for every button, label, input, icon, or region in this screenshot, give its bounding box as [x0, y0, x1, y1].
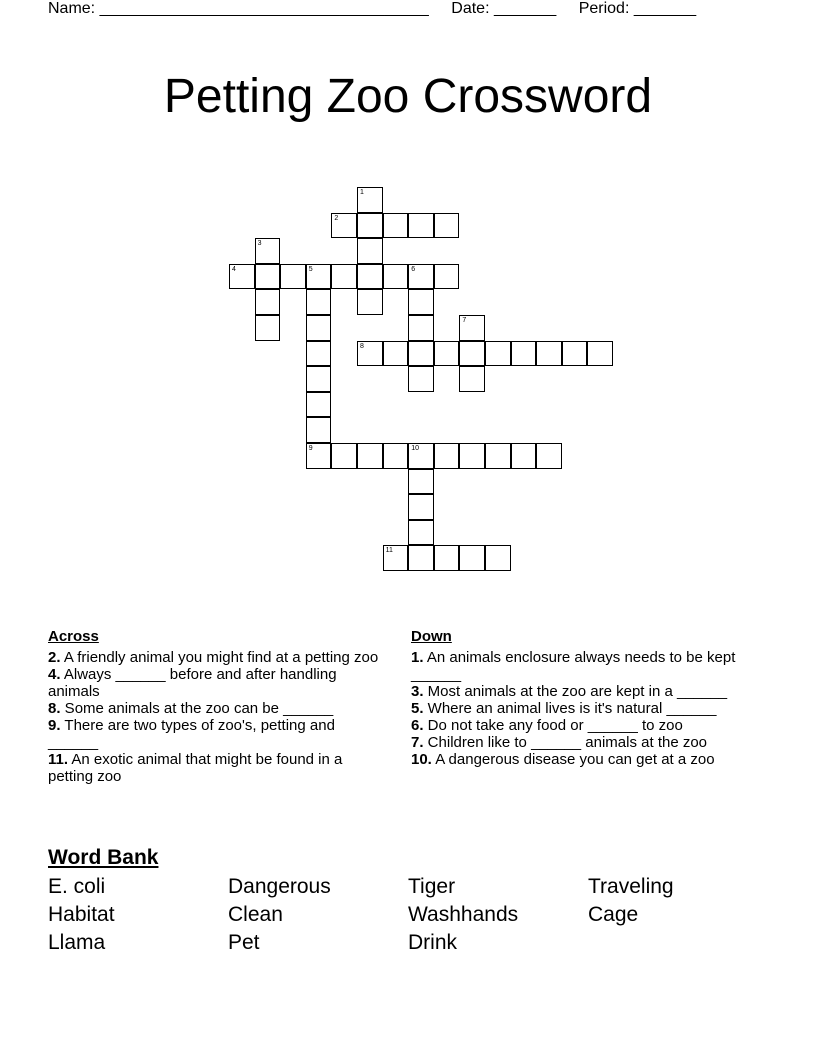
grid-cell[interactable]	[357, 238, 383, 264]
student-info-line	[48, 0, 696, 18]
name-field[interactable]: Name: _____________________________________	[48, 0, 429, 17]
grid-cell[interactable]	[408, 289, 434, 315]
word-bank-word: Tiger	[408, 875, 456, 898]
grid-cell[interactable]	[434, 545, 460, 571]
grid-cell[interactable]	[229, 264, 255, 290]
clue-number: 7	[462, 317, 467, 324]
clue-text: An exotic animal that might be found in a petting zoo	[48, 751, 343, 785]
grid-cell[interactable]	[408, 213, 434, 239]
clue-num: 8.	[48, 700, 61, 717]
grid-cell[interactable]	[587, 341, 613, 367]
grid-cell[interactable]	[255, 289, 281, 315]
grid-cell[interactable]	[383, 545, 409, 571]
clue-text: There are two types of zoo's, petting and ______	[48, 717, 335, 751]
grid-cell[interactable]	[408, 264, 434, 290]
clue-text: An animals enclosure always needs to be kept ______	[411, 649, 736, 683]
grid-cell[interactable]	[383, 341, 409, 367]
word-bank-word: Pet	[228, 931, 260, 954]
grid-cell[interactable]	[459, 341, 485, 367]
across-clue	[48, 751, 388, 785]
grid-cell[interactable]	[306, 392, 332, 418]
grid-cell[interactable]	[306, 417, 332, 443]
word-bank-word: Clean	[228, 903, 283, 926]
grid-cell[interactable]	[331, 213, 357, 239]
grid-cell[interactable]	[511, 443, 537, 469]
grid-cell[interactable]	[357, 187, 383, 213]
word-bank-word: Dangerous	[228, 875, 331, 898]
grid-cell[interactable]	[255, 315, 281, 341]
clue-num: 3.	[411, 683, 424, 700]
grid-cell[interactable]	[383, 443, 409, 469]
clue-number: 8	[360, 342, 364, 350]
word-bank-word: Cage	[588, 903, 639, 926]
grid-cell[interactable]	[280, 264, 306, 290]
clue-num: 10.	[411, 751, 432, 768]
grid-cell[interactable]	[485, 545, 511, 571]
across-clue	[48, 717, 388, 751]
grid-cell[interactable]	[536, 341, 562, 367]
grid-cell[interactable]	[357, 264, 383, 290]
clue-number: 10	[411, 445, 419, 452]
grid-cell[interactable]	[331, 264, 357, 290]
word-bank-word: Drink	[408, 931, 458, 954]
grid-cell[interactable]	[434, 341, 460, 367]
clue-number: 11	[385, 547, 393, 555]
clue-number: 1	[360, 189, 364, 196]
clue-text: Where an animal lives is it's natural ______	[423, 700, 717, 717]
grid-cell[interactable]	[357, 213, 383, 239]
grid-cell[interactable]	[306, 289, 332, 315]
word-bank-word: Habitat	[48, 903, 115, 926]
date-field[interactable]: Date: _______	[451, 0, 557, 17]
clue-number: 3	[257, 240, 262, 248]
word-bank-word: E. coli	[48, 875, 106, 898]
clue-text: A friendly animal you might find at a petting zoo	[60, 649, 379, 666]
grid-cell[interactable]	[383, 213, 409, 239]
clue-text: Children like to ______ animals at the zoo	[423, 734, 708, 751]
grid-cell[interactable]	[306, 366, 332, 392]
clue-num: 5.	[411, 700, 424, 717]
down-clue	[411, 751, 761, 768]
clue-num: 2.	[48, 649, 61, 666]
clue-number: 4	[232, 265, 236, 273]
clue-text: Most animals at the zoo are kept in a ______	[423, 683, 728, 700]
clue-num: 4.	[48, 666, 61, 683]
grid-cell[interactable]	[485, 443, 511, 469]
word-bank-word: Washhands	[408, 903, 519, 926]
grid-cell[interactable]	[434, 213, 460, 239]
clue-number: 9	[308, 445, 313, 452]
down-clue	[411, 717, 761, 734]
grid-cell[interactable]	[408, 341, 434, 367]
grid-cell[interactable]	[408, 469, 434, 495]
word-bank-title: Word Bank	[48, 846, 159, 869]
grid-cell[interactable]	[408, 545, 434, 571]
down-clue	[411, 700, 761, 717]
grid-cell[interactable]	[485, 341, 511, 367]
clue-num: 7.	[411, 734, 424, 751]
across-clue	[48, 666, 388, 700]
clue-number: 6	[411, 265, 416, 273]
down-clue	[411, 649, 761, 683]
page-title: Petting Zoo Crossword	[163, 70, 653, 124]
clue-text: A dangerous disease you can get at a zoo	[431, 751, 715, 768]
grid-cell[interactable]	[459, 315, 485, 341]
grid-cell[interactable]	[306, 264, 332, 290]
clue-text: Always ______ before and after handling animals	[48, 666, 337, 700]
grid-cell[interactable]	[357, 443, 383, 469]
clue-number: 2	[334, 214, 339, 222]
across-clues	[48, 628, 388, 785]
across-clue	[48, 700, 388, 717]
grid-cell[interactable]	[511, 341, 537, 367]
down-clue	[411, 683, 761, 700]
grid-cell[interactable]	[434, 264, 460, 290]
grid-cell[interactable]	[331, 443, 357, 469]
down-clues	[411, 628, 761, 768]
clue-num: 1.	[411, 649, 424, 666]
grid-cell[interactable]	[357, 289, 383, 315]
across-heading: Across	[48, 628, 99, 645]
grid-cell[interactable]	[255, 264, 281, 290]
grid-cell[interactable]	[255, 238, 281, 264]
grid-cell[interactable]	[383, 264, 409, 290]
grid-cell[interactable]	[408, 315, 434, 341]
across-clue	[48, 649, 388, 666]
grid-cell[interactable]	[306, 443, 332, 469]
grid-cell[interactable]	[459, 366, 485, 392]
clue-text: Do not take any food or ______ to zoo	[423, 717, 683, 734]
clue-number: 5	[308, 265, 313, 273]
grid-cell[interactable]	[408, 443, 434, 469]
clue-num: 11.	[48, 751, 69, 768]
word-bank-word: Llama	[48, 931, 106, 954]
grid-cell[interactable]	[434, 443, 460, 469]
grid-cell[interactable]	[459, 443, 485, 469]
grid-cell[interactable]	[562, 341, 588, 367]
grid-cell[interactable]	[408, 366, 434, 392]
down-clue	[411, 734, 761, 751]
grid-cell[interactable]	[408, 494, 434, 520]
grid-cell[interactable]	[306, 341, 332, 367]
clue-text: Some animals at the zoo can be ______	[60, 700, 334, 717]
clue-num: 6.	[411, 717, 424, 734]
grid-cell[interactable]	[306, 315, 332, 341]
down-heading: Down	[411, 628, 452, 645]
grid-cell[interactable]	[408, 520, 434, 546]
period-field[interactable]: Period: _______	[578, 0, 697, 17]
grid-cell[interactable]	[536, 443, 562, 469]
clue-num: 9.	[48, 717, 61, 734]
grid-cell[interactable]	[459, 545, 485, 571]
grid-cell[interactable]	[357, 341, 383, 367]
word-bank-word: Traveling	[588, 875, 674, 898]
